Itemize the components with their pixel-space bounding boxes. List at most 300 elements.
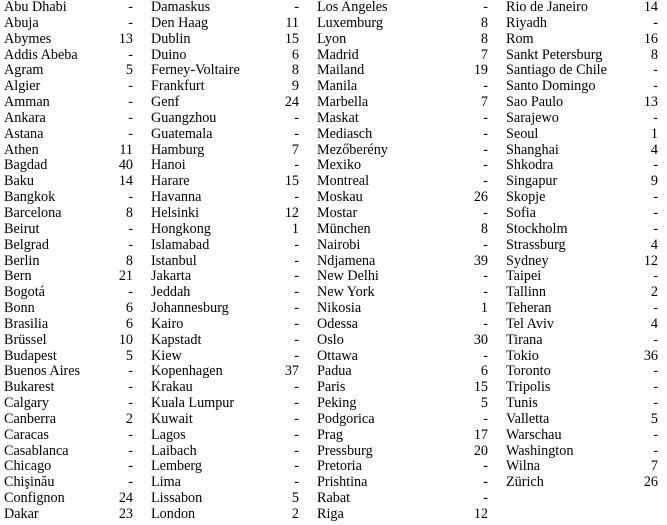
city-name: Padua [317, 363, 352, 380]
table-row [502, 317, 658, 333]
table-row [147, 158, 299, 174]
table-row [0, 63, 133, 79]
city-name: Teheran [506, 300, 552, 317]
city-value: - [128, 379, 133, 396]
table-row [147, 63, 299, 79]
table-row [147, 222, 299, 238]
city-name: Lagos [151, 426, 186, 443]
table-row [147, 444, 299, 460]
city-value: - [653, 395, 658, 412]
city-value: - [483, 109, 488, 126]
table-row [0, 380, 133, 396]
city-value: 10 [118, 331, 133, 348]
table-row [147, 127, 299, 143]
table-row [147, 79, 299, 95]
city-name: Los Angeles [317, 0, 388, 15]
table-row [502, 143, 658, 159]
city-name: Kiew [151, 347, 182, 364]
city-name: Sydney [506, 252, 549, 269]
city-name: Amman [4, 94, 50, 111]
table-row [502, 475, 658, 491]
city-value: - [653, 426, 658, 443]
city-name: Abuja [4, 14, 39, 31]
table-row [0, 190, 133, 206]
city-value: - [483, 0, 488, 15]
city-value: 6 [125, 315, 133, 332]
table-row [502, 238, 658, 254]
table-row [502, 412, 658, 428]
table-row [147, 285, 299, 301]
city-name: Bukarest [4, 379, 55, 396]
city-value: - [653, 379, 658, 396]
city-value: 4 [650, 236, 658, 253]
city-name: Odessa [317, 315, 358, 332]
city-value: 11 [119, 141, 133, 158]
table-row [502, 79, 658, 95]
city-value: - [128, 109, 133, 126]
city-value: 4 [650, 315, 658, 332]
table-column [0, 0, 133, 523]
city-value: - [294, 189, 299, 206]
city-value: 5 [125, 347, 133, 364]
city-name: Kopenhagen [151, 363, 223, 380]
city-value: 26 [473, 189, 488, 206]
table-row [313, 111, 488, 127]
city-name: Skopje [506, 189, 546, 206]
city-name: Lissabon [151, 490, 203, 507]
city-name: Damaskus [151, 0, 211, 15]
table-row [502, 254, 658, 270]
table-row [313, 428, 488, 444]
table-row [313, 507, 488, 523]
table-row [313, 364, 488, 380]
city-value: 1 [650, 125, 658, 142]
table-row [0, 174, 133, 190]
city-name: Sankt Petersburg [506, 46, 603, 63]
city-value: 24 [118, 490, 133, 507]
table-row [502, 269, 658, 285]
city-name: New York [317, 284, 375, 301]
city-value: 7 [480, 46, 488, 63]
city-value: - [294, 0, 299, 15]
city-name: Rio de Janeiro [506, 0, 588, 15]
table-row [0, 475, 133, 491]
table-row [313, 380, 488, 396]
city-value: - [653, 62, 658, 79]
table-row [313, 349, 488, 365]
city-value: - [294, 125, 299, 142]
city-value: 5 [650, 410, 658, 427]
table-row [147, 143, 299, 159]
city-name: Beirut [4, 220, 40, 237]
city-value: - [294, 331, 299, 348]
city-value: 17 [473, 426, 488, 443]
table-row [313, 459, 488, 475]
city-name: Washington [506, 442, 574, 459]
table-row [502, 158, 658, 174]
city-value: - [128, 46, 133, 63]
city-value: - [128, 78, 133, 95]
table-row [0, 444, 133, 460]
city-name: Santiago de Chile [506, 62, 607, 79]
table-row [147, 364, 299, 380]
table-row [502, 190, 658, 206]
city-value: 8 [480, 14, 488, 31]
city-value: - [128, 94, 133, 111]
city-name: Confignon [4, 490, 65, 507]
table-row [0, 301, 133, 317]
city-value: 14 [118, 173, 133, 190]
city-value: - [483, 204, 488, 221]
table-row [502, 174, 658, 190]
city-value: - [483, 125, 488, 142]
city-name: Montreal [317, 173, 370, 190]
city-name: Tallinn [506, 284, 546, 301]
city-name: Santo Domingo [506, 78, 596, 95]
table-row [0, 32, 133, 48]
city-name: Tripolis [506, 379, 551, 396]
city-name: Chicago [4, 458, 52, 475]
city-value: - [483, 315, 488, 332]
city-name: Lyon [317, 30, 347, 47]
table-row [0, 317, 133, 333]
city-name: Brasilia [4, 315, 49, 332]
city-name: Sarajewo [506, 109, 559, 126]
city-name: Ankara [4, 109, 46, 126]
city-value: 12 [643, 252, 658, 269]
table-row [313, 63, 488, 79]
city-name: Baku [4, 173, 34, 190]
city-value: 1 [291, 220, 299, 237]
city-value: 9 [650, 173, 658, 190]
city-name: Pressburg [317, 442, 373, 459]
table-row [0, 48, 133, 64]
city-name: Wilna [506, 458, 541, 475]
table-row [502, 285, 658, 301]
table-row [0, 158, 133, 174]
table-row [313, 158, 488, 174]
city-name: Riga [317, 506, 344, 522]
city-value: - [653, 157, 658, 174]
city-value: - [653, 268, 658, 285]
city-value: - [294, 410, 299, 427]
city-value: 7 [291, 141, 299, 158]
city-name: Bagdad [4, 157, 48, 174]
city-value: 14 [643, 0, 658, 15]
city-name: London [151, 506, 196, 522]
city-name: Athen [4, 141, 39, 158]
city-name: Pretoria [317, 458, 362, 475]
city-name: Frankfurt [151, 78, 205, 95]
table-row [0, 143, 133, 159]
city-value: 8 [480, 220, 488, 237]
city-value: 9 [291, 78, 299, 95]
city-value: 11 [285, 14, 299, 31]
city-value: 6 [291, 46, 299, 63]
city-value: 5 [125, 62, 133, 79]
table-row [0, 254, 133, 270]
table-row [502, 333, 658, 349]
table-row [313, 32, 488, 48]
table-row [0, 95, 133, 111]
city-value: - [128, 236, 133, 253]
table-row [147, 475, 299, 491]
table-row [313, 127, 488, 143]
city-value: - [653, 204, 658, 221]
city-value: 40 [118, 157, 133, 174]
city-name: Hongkong [151, 220, 211, 237]
city-value: - [294, 315, 299, 332]
city-name: Madrid [317, 46, 359, 63]
city-name: Kairo [151, 315, 184, 332]
city-name: Shanghai [506, 141, 559, 158]
city-value: - [653, 363, 658, 380]
city-name: Sao Paulo [506, 94, 564, 111]
table-row [313, 333, 488, 349]
city-value: - [653, 78, 658, 95]
table-row [502, 32, 658, 48]
city-name: Harare [151, 173, 190, 190]
city-value: - [128, 395, 133, 412]
table-row [147, 206, 299, 222]
city-name: Dakar [4, 506, 39, 522]
city-name: Sofia [506, 204, 536, 221]
city-name: Dublin [151, 30, 191, 47]
city-value: - [128, 474, 133, 491]
city-name: Manila [317, 78, 358, 95]
city-value: - [483, 78, 488, 95]
city-value: - [483, 157, 488, 174]
city-value: 8 [125, 252, 133, 269]
city-value: 8 [480, 30, 488, 47]
table-row [147, 269, 299, 285]
city-name: Rabat [317, 490, 351, 507]
city-value: 24 [284, 94, 299, 111]
city-value: 37 [284, 363, 299, 380]
table-row [0, 222, 133, 238]
city-name: Berlin [4, 252, 40, 269]
table-row [313, 491, 488, 507]
city-name: Warschau [506, 426, 562, 443]
table-row [0, 507, 133, 523]
city-name: Oslo [317, 331, 344, 348]
city-name: Genf [151, 94, 180, 111]
city-value: - [483, 268, 488, 285]
table-row [502, 459, 658, 475]
city-name: Lemberg [151, 458, 202, 475]
city-name: Tokio [506, 347, 539, 364]
city-value: - [128, 14, 133, 31]
city-name: Budapest [4, 347, 57, 364]
city-value: - [294, 442, 299, 459]
table-row [147, 396, 299, 412]
city-name: Valletta [506, 410, 550, 427]
city-name: Seoul [506, 125, 539, 142]
table-row [313, 317, 488, 333]
city-value: 39 [473, 252, 488, 269]
city-name: Ndjamena [317, 252, 376, 269]
city-name: Toronto [506, 363, 551, 380]
table-row [313, 95, 488, 111]
city-value: 8 [125, 204, 133, 221]
city-value: - [653, 300, 658, 317]
city-name: Tel Aviv [506, 315, 554, 332]
city-value: 12 [473, 506, 488, 522]
city-name: Kapstadt [151, 331, 202, 348]
city-value: - [483, 458, 488, 475]
table-row [0, 491, 133, 507]
city-name: Hamburg [151, 141, 205, 158]
table-row [502, 396, 658, 412]
table-row [502, 0, 658, 16]
city-value: - [294, 252, 299, 269]
city-value: - [128, 426, 133, 443]
city-name: Calgary [4, 395, 49, 412]
city-name: Den Haag [151, 14, 209, 31]
table-row [0, 349, 133, 365]
city-value: 13 [118, 30, 133, 47]
table-row [0, 428, 133, 444]
city-name: Krakau [151, 379, 193, 396]
city-value: - [128, 125, 133, 142]
city-value: 7 [650, 458, 658, 475]
city-name: Guatemala [151, 125, 213, 142]
table-row [313, 254, 488, 270]
table-row [147, 95, 299, 111]
city-name: Podgorica [317, 410, 375, 427]
city-value: - [128, 189, 133, 206]
city-name: Paris [317, 379, 346, 396]
city-name: Hanoi [151, 157, 186, 174]
city-value: - [294, 109, 299, 126]
city-name: Islamabad [151, 236, 210, 253]
city-value: 15 [473, 379, 488, 396]
table-column [147, 0, 299, 523]
city-value: - [294, 157, 299, 174]
table-row [147, 190, 299, 206]
table-column [313, 0, 488, 523]
city-value: - [294, 300, 299, 317]
city-value: - [653, 220, 658, 237]
city-name: Algier [4, 78, 41, 95]
city-name: Jeddah [151, 284, 191, 301]
city-value: - [128, 442, 133, 459]
city-name: Abymes [4, 30, 52, 47]
city-value: - [294, 284, 299, 301]
city-name: München [317, 220, 371, 237]
table-row [313, 16, 488, 32]
city-name: Nairobi [317, 236, 361, 253]
table-row [313, 444, 488, 460]
city-name: Canberra [4, 410, 56, 427]
city-name: Istanbul [151, 252, 197, 269]
city-value: 23 [118, 506, 133, 522]
city-value: 2 [291, 506, 299, 522]
city-name: Kuwait [151, 410, 193, 427]
table-row [147, 16, 299, 32]
table-row [0, 396, 133, 412]
city-name: Abu Dhabi [4, 0, 67, 15]
city-name: Laibach [151, 442, 197, 459]
city-name: Havanna [151, 189, 202, 206]
city-value: - [483, 236, 488, 253]
city-name: Duino [151, 46, 187, 63]
table-row [313, 238, 488, 254]
city-value: 13 [643, 94, 658, 111]
city-name: Mostar [317, 204, 358, 221]
city-value: - [483, 141, 488, 158]
city-value: - [294, 268, 299, 285]
city-value: 15 [284, 30, 299, 47]
table-row [502, 380, 658, 396]
table-row [147, 317, 299, 333]
city-name: Moskau [317, 189, 363, 206]
city-value: - [653, 189, 658, 206]
city-name: Guangzhou [151, 109, 217, 126]
table-row [502, 428, 658, 444]
city-value: - [483, 347, 488, 364]
city-name: Jakarta [151, 268, 192, 285]
city-value: 1 [480, 300, 488, 317]
city-name: Chişinău [4, 474, 55, 491]
city-name: Singapur [506, 173, 558, 190]
table-row [0, 16, 133, 32]
city-value: 8 [650, 46, 658, 63]
city-name: Zürich [506, 474, 544, 491]
table-row [313, 206, 488, 222]
city-name: Agram [4, 62, 44, 79]
city-value: 12 [284, 204, 299, 221]
city-name: Marbella [317, 94, 369, 111]
table-row [0, 333, 133, 349]
table-row [502, 349, 658, 365]
table-row [0, 206, 133, 222]
city-name: Mezőberény [317, 141, 388, 158]
city-value: 15 [284, 173, 299, 190]
table-row [313, 396, 488, 412]
city-name: Kuala Lumpur [151, 395, 235, 412]
table-row [313, 269, 488, 285]
city-value: 6 [480, 363, 488, 380]
table-row [0, 459, 133, 475]
table-row [502, 444, 658, 460]
city-value: - [483, 410, 488, 427]
table-row [502, 16, 658, 32]
city-value: - [483, 173, 488, 190]
table-row [147, 507, 299, 523]
city-value: 30 [473, 331, 488, 348]
table-row [313, 0, 488, 16]
table-row [147, 491, 299, 507]
city-value: 5 [291, 490, 299, 507]
city-name: Astana [4, 125, 44, 142]
city-name: Ferney-Voltaire [151, 62, 240, 79]
city-name: Caracas [4, 426, 49, 443]
city-value: - [653, 14, 658, 31]
city-value: - [294, 426, 299, 443]
city-value: - [128, 0, 133, 15]
table-row [313, 143, 488, 159]
table-row [502, 364, 658, 380]
table-row [0, 238, 133, 254]
table-row [147, 174, 299, 190]
city-value: - [653, 331, 658, 348]
table-row [147, 412, 299, 428]
city-name: Addis Abeba [4, 46, 78, 63]
city-name: Nikosia [317, 300, 362, 317]
table-row [147, 459, 299, 475]
table-row [502, 95, 658, 111]
